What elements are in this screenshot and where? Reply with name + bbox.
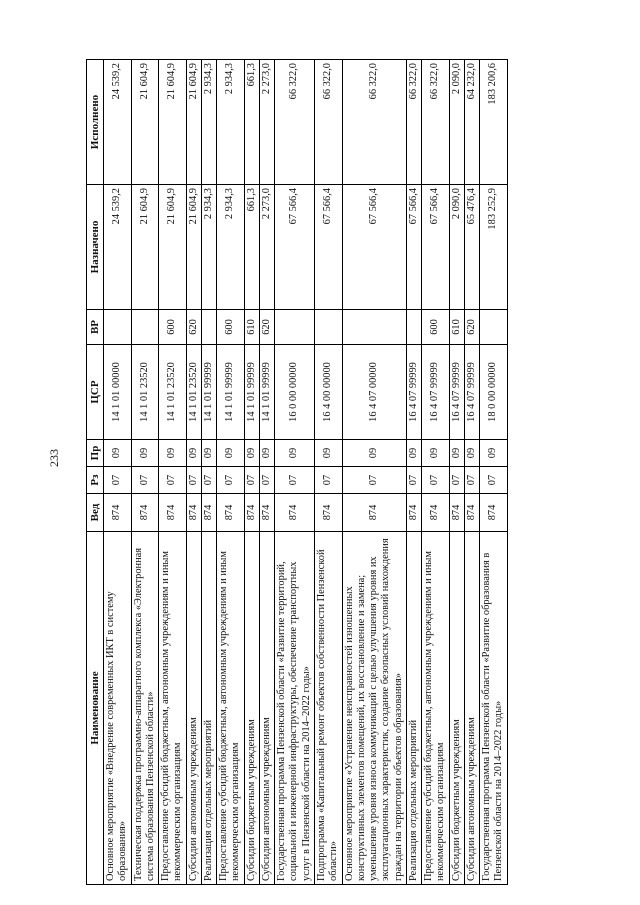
- cell-csr: 14 1 01 23520: [186, 345, 201, 440]
- header-assigned: Назначено: [87, 185, 104, 310]
- header-ved: Вед: [87, 494, 104, 532]
- cell-rz: 07: [422, 467, 450, 494]
- cell-ved: 874: [342, 494, 406, 532]
- cell-assigned: 67 566,4: [406, 185, 421, 310]
- cell-assigned: 2 273,0: [259, 185, 274, 310]
- cell-assigned: 2 934,3: [217, 185, 245, 310]
- cell-vr: [314, 310, 342, 345]
- cell-executed: 183 200,6: [480, 60, 508, 185]
- cell-executed: 24 539,2: [104, 60, 132, 185]
- cell-ved: 874: [275, 494, 315, 532]
- cell-ved: 874: [201, 494, 216, 532]
- cell-name: Государственная программа Пензенской области «Развитие образования в Пензенской области на 2014–2022 годы»: [480, 532, 508, 885]
- table-row: [186, 60, 201, 885]
- cell-ved: 874: [217, 494, 245, 532]
- cell-name: Субсидии автономным учреждениям: [186, 532, 201, 885]
- cell-pr: 09: [259, 440, 274, 467]
- cell-rz: 07: [464, 467, 479, 494]
- cell-assigned: 65 476,4: [464, 185, 479, 310]
- cell-ved: 874: [480, 494, 508, 532]
- cell-vr: 620: [259, 310, 274, 345]
- table-row: [131, 60, 159, 885]
- cell-assigned: 661,3: [244, 185, 259, 310]
- cell-assigned: 67 566,4: [422, 185, 450, 310]
- cell-executed: 2 934,3: [217, 60, 245, 185]
- cell-csr: 16 0 00 00000: [275, 345, 315, 440]
- cell-name: Субсидии бюджетным учреждениям: [449, 532, 464, 885]
- cell-pr: 09: [275, 440, 315, 467]
- cell-rz: 07: [244, 467, 259, 494]
- header-rz: Рз: [87, 467, 104, 494]
- cell-csr: 14 1 01 99999: [244, 345, 259, 440]
- cell-name: Предоставление субсидий бюджетным, автономным учреждениям и иным некоммерческим организациям: [159, 532, 187, 885]
- cell-ved: 874: [244, 494, 259, 532]
- table-row: [104, 60, 132, 885]
- cell-pr: 09: [422, 440, 450, 467]
- table-row: [449, 60, 464, 885]
- cell-pr: 09: [201, 440, 216, 467]
- cell-ved: 874: [406, 494, 421, 532]
- cell-ved: 874: [464, 494, 479, 532]
- table-row: [422, 60, 450, 885]
- cell-ved: 874: [259, 494, 274, 532]
- table-row: [159, 60, 187, 885]
- cell-ved: 874: [449, 494, 464, 532]
- cell-name: Государственная программа Пензенской области «Развитие территорий, социальной и инженерной инфраструктуры, обеспечение транспортных услуг в Пензенской области на 2014–2022 годы»: [275, 532, 315, 885]
- header-name: Наименование: [87, 532, 104, 885]
- cell-ved: 874: [422, 494, 450, 532]
- page-number: 233: [47, 449, 61, 467]
- cell-pr: 09: [244, 440, 259, 467]
- cell-csr: 14 1 01 23520: [131, 345, 159, 440]
- cell-rz: 07: [314, 467, 342, 494]
- cell-ved: 874: [131, 494, 159, 532]
- cell-pr: 09: [464, 440, 479, 467]
- table-row: [201, 60, 216, 885]
- cell-executed: 66 322,0: [342, 60, 406, 185]
- header-csr: ЦСР: [87, 345, 104, 440]
- cell-vr: 620: [464, 310, 479, 345]
- table-row: [464, 60, 479, 885]
- cell-rz: 07: [259, 467, 274, 494]
- cell-pr: 09: [406, 440, 421, 467]
- cell-executed: 2 090,0: [449, 60, 464, 185]
- cell-ved: 874: [159, 494, 187, 532]
- cell-name: Реализация отдельных мероприятий: [201, 532, 216, 885]
- cell-executed: 661,3: [244, 60, 259, 185]
- cell-assigned: 2 090,0: [449, 185, 464, 310]
- cell-vr: [406, 310, 421, 345]
- cell-rz: 07: [342, 467, 406, 494]
- cell-rz: 07: [131, 467, 159, 494]
- cell-assigned: 67 566,4: [314, 185, 342, 310]
- cell-vr: 600: [217, 310, 245, 345]
- cell-name: Подпрограмма «Капитальный ремонт объектов собственности Пензенской области»: [314, 532, 342, 885]
- cell-vr: 610: [244, 310, 259, 345]
- header-executed: Исполнено: [87, 60, 104, 185]
- table-row: [259, 60, 274, 885]
- cell-vr: 610: [449, 310, 464, 345]
- cell-csr: 18 0 00 00000: [480, 345, 508, 440]
- cell-name: Предоставление субсидий бюджетным, автономным учреждениям и иным некоммерческим организациям: [422, 532, 450, 885]
- cell-vr: [480, 310, 508, 345]
- cell-name: Реализация отдельных мероприятий: [406, 532, 421, 885]
- cell-csr: 14 1 01 99999: [201, 345, 216, 440]
- cell-name: Основное мероприятие «Внедрение современных ИКТ в систему образования»: [104, 532, 132, 885]
- cell-rz: 07: [186, 467, 201, 494]
- cell-pr: 09: [314, 440, 342, 467]
- cell-name: Техническая поддержка программно-аппаратного комплекса «Электронная система образования Пензенской области»: [131, 532, 159, 885]
- cell-executed: 66 322,0: [314, 60, 342, 185]
- cell-pr: 09: [217, 440, 245, 467]
- cell-csr: 14 1 01 99999: [259, 345, 274, 440]
- cell-name: Субсидии бюджетным учреждениям: [244, 532, 259, 885]
- cell-vr: [201, 310, 216, 345]
- cell-vr: [104, 310, 132, 345]
- cell-vr: [275, 310, 315, 345]
- cell-assigned: 21 604,9: [159, 185, 187, 310]
- cell-assigned: 24 539,2: [104, 185, 132, 310]
- header-pr: Пр: [87, 440, 104, 467]
- cell-pr: 09: [159, 440, 187, 467]
- cell-rz: 07: [217, 467, 245, 494]
- cell-vr: 600: [159, 310, 187, 345]
- header-vr: ВР: [87, 310, 104, 345]
- cell-pr: 09: [131, 440, 159, 467]
- cell-executed: 66 322,0: [406, 60, 421, 185]
- cell-ved: 874: [104, 494, 132, 532]
- cell-pr: 09: [342, 440, 406, 467]
- cell-rz: 07: [449, 467, 464, 494]
- rotated-page-content: [86, 60, 594, 885]
- cell-pr: 09: [449, 440, 464, 467]
- cell-vr: 620: [186, 310, 201, 345]
- cell-executed: 21 604,9: [186, 60, 201, 185]
- cell-rz: 07: [159, 467, 187, 494]
- cell-executed: 64 232,0: [464, 60, 479, 185]
- cell-executed: 66 322,0: [275, 60, 315, 185]
- cell-assigned: 21 604,9: [131, 185, 159, 310]
- cell-csr: 16 4 07 99999: [464, 345, 479, 440]
- cell-csr: 14 1 01 00000: [104, 345, 132, 440]
- cell-csr: 14 1 01 23520: [159, 345, 187, 440]
- cell-csr: 16 4 07 00000: [342, 345, 406, 440]
- table-row: [342, 60, 406, 885]
- cell-rz: 07: [480, 467, 508, 494]
- cell-csr: 14 1 01 99999: [217, 345, 245, 440]
- cell-ved: 874: [186, 494, 201, 532]
- cell-pr: 09: [480, 440, 508, 467]
- budget-table: [86, 59, 508, 885]
- cell-executed: 66 322,0: [422, 60, 450, 185]
- cell-executed: 21 604,9: [131, 60, 159, 185]
- table-row: [480, 60, 508, 885]
- cell-rz: 07: [406, 467, 421, 494]
- cell-name: Субсидии автономным учреждениям: [464, 532, 479, 885]
- cell-rz: 07: [275, 467, 315, 494]
- cell-name: Предоставление субсидий бюджетным, автономным учреждениям и иным некоммерческим организациям: [217, 532, 245, 885]
- table-row: [275, 60, 315, 885]
- cell-assigned: 2 934,3: [201, 185, 216, 310]
- table-row: [406, 60, 421, 885]
- cell-assigned: 183 252,9: [480, 185, 508, 310]
- cell-assigned: 67 566,4: [342, 185, 406, 310]
- cell-csr: 16 4 00 00000: [314, 345, 342, 440]
- cell-vr: 600: [422, 310, 450, 345]
- table-header-row: [87, 60, 104, 885]
- cell-executed: 2 273,0: [259, 60, 274, 185]
- table-row: [217, 60, 245, 885]
- table-row: [244, 60, 259, 885]
- cell-pr: 09: [186, 440, 201, 467]
- table-row: [314, 60, 342, 885]
- cell-ved: 874: [314, 494, 342, 532]
- cell-name: Основное мероприятие «Устранение неисправностей изношенных конструктивных элементов помещений, их восстановление и замена; уменьшение уровня износа коммуникаций с целью улучшения уровня их эксплуатационных характеристик, создание безопасных условий нахождения граждан на территории объектов образования»: [342, 532, 406, 885]
- cell-vr: [131, 310, 159, 345]
- cell-pr: 09: [104, 440, 132, 467]
- cell-rz: 07: [104, 467, 132, 494]
- cell-csr: 16 4 07 99999: [406, 345, 421, 440]
- cell-csr: 16 4 07 99999: [449, 345, 464, 440]
- cell-assigned: 67 566,4: [275, 185, 315, 310]
- cell-name: Субсидии автономным учреждениям: [259, 532, 274, 885]
- cell-assigned: 21 604,9: [186, 185, 201, 310]
- cell-vr: [342, 310, 406, 345]
- cell-executed: 21 604,9: [159, 60, 187, 185]
- cell-csr: 16 4 07 99999: [422, 345, 450, 440]
- cell-rz: 07: [201, 467, 216, 494]
- cell-executed: 2 934,3: [201, 60, 216, 185]
